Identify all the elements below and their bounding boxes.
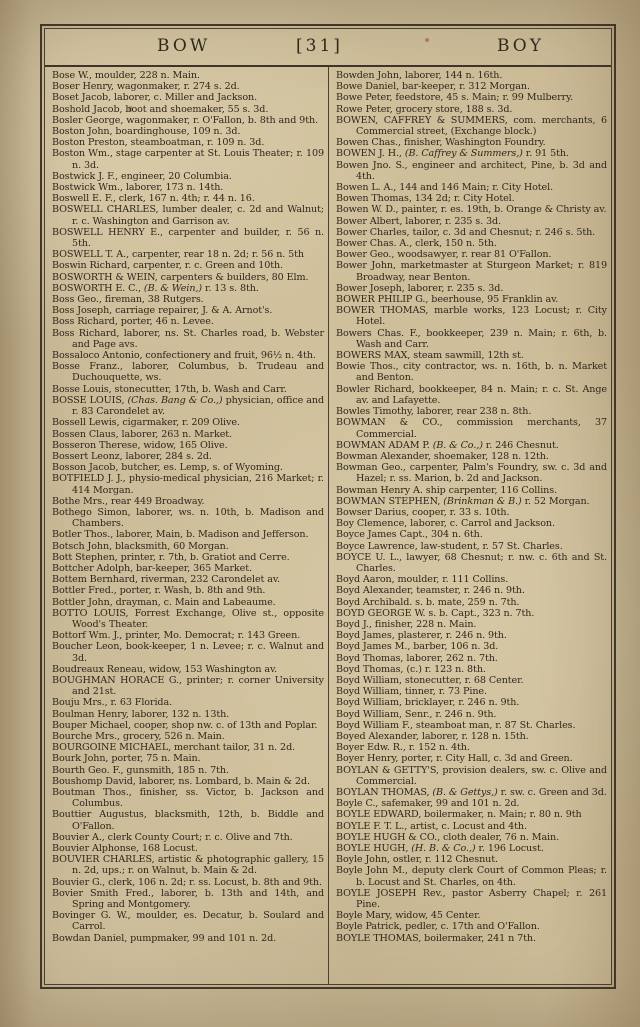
- entry-firm-reference: (B. & Gettys,): [432, 787, 498, 798]
- directory-entry: [52, 272, 324, 283]
- entry-text: Bottem Bernhard, riverman, 232 Carondelet av.: [52, 574, 280, 586]
- directory-entry: [336, 552, 607, 574]
- directory-entry: [336, 619, 607, 630]
- entry-text: Bott Stephen, printer, r. 7th, b. Gratiot and Cerre.: [52, 551, 290, 563]
- directory-entry: [336, 518, 607, 529]
- directory-entry: [52, 137, 324, 148]
- directory-entry: [336, 608, 607, 619]
- entry-text: BOWMAN STEPHEN,: [336, 495, 444, 507]
- page-number: [31]: [296, 36, 343, 56]
- directory-entry: [52, 664, 324, 675]
- directory-entry: [336, 227, 607, 238]
- entry-text: Boyd J., finisher, 228 n. Main.: [336, 618, 477, 630]
- directory-entry: [52, 541, 324, 552]
- entry-text: Bourche Mrs., grocery, 526 n. Main.: [52, 730, 225, 742]
- directory-entry: [52, 70, 324, 81]
- entry-text: Bower Charles, tailor, c. 3d and Chesnut; r. 246 s. 5th.: [336, 226, 596, 238]
- directory-entry: [52, 260, 324, 271]
- directory-entry: [336, 328, 607, 350]
- entry-text: Boyle C., safemaker, 99 and 101 n. 2d.: [336, 798, 520, 810]
- directory-entry: [336, 294, 607, 305]
- directory-entry: [52, 720, 324, 731]
- directory-entry: [336, 160, 607, 182]
- entry-text: Boyle Patrick, pedler, c. 17th and O'Fallon.: [336, 921, 540, 933]
- directory-entry: [52, 630, 324, 641]
- directory-entry: [52, 507, 324, 529]
- entry-text: Bosseron Therese, widow, 165 Olive.: [52, 439, 228, 451]
- directory-entry: [52, 92, 324, 103]
- directory-entry: [336, 216, 607, 227]
- directory-entry: [336, 182, 607, 193]
- directory-entry: [52, 731, 324, 742]
- entry-text: Bouper Michael, cooper, shop nw. c. of 13th and Poplar.: [52, 719, 318, 731]
- entry-text: Bossell Lewis, cigarmaker, r. 209 Olive.: [52, 417, 240, 429]
- directory-entry: [336, 854, 607, 865]
- entry-text: Bovinger G. W., moulder, es. Decatur, b. Soulard and Carrol.: [52, 910, 324, 933]
- directory-entry: [336, 137, 607, 148]
- entry-text: Boss Richard, porter, 46 n. Levee.: [52, 316, 214, 328]
- entry-text: Boser Henry, wagonmaker, r. 274 s. 2d.: [52, 81, 240, 93]
- directory-entry: [52, 350, 324, 361]
- directory-entry: [336, 888, 607, 910]
- directory-entry: [52, 910, 324, 932]
- directory-entry: [336, 597, 607, 608]
- entry-text: BOSWORTH & WEIN, carpenters & builders, 80 Elm.: [52, 271, 309, 283]
- directory-entry: [52, 709, 324, 720]
- entry-text: Boudreaux Reneau, widow, 153 Washington av.: [52, 663, 278, 675]
- entry-text: Bothe Mrs., rear 449 Broadway.: [52, 495, 205, 507]
- directory-entry: [336, 148, 607, 159]
- entry-text: Boushomp David, laborer, ns. Lombard, b. Main & 2d.: [52, 775, 310, 787]
- directory-entry: [52, 765, 324, 776]
- directory-entry: [336, 865, 607, 887]
- directory-entry: [336, 249, 607, 260]
- directory-entry: [52, 809, 324, 831]
- entry-text: Bowen Jno. S., engineer and architect, Pine, b. 3d and 4th.: [336, 159, 607, 182]
- directory-entry: [52, 316, 324, 327]
- directory-entry: [52, 496, 324, 507]
- directory-entry: [336, 451, 607, 462]
- directory-entry: [336, 753, 607, 764]
- directory-entry: [52, 451, 324, 462]
- directory-entry: [336, 641, 607, 652]
- directory-entry: [336, 283, 607, 294]
- directory-entry: [52, 574, 324, 585]
- directory-entry: [336, 742, 607, 753]
- entry-text: BOTTO LOUIS, Forrest Exchange, Olive st., opposite Wood's Theater.: [52, 607, 324, 630]
- directory-entry: [336, 585, 607, 596]
- entry-text: Bowman Henry A. ship carpenter, 116 Collins.: [336, 484, 558, 496]
- directory-entry: [52, 552, 324, 563]
- directory-entry: [52, 462, 324, 473]
- entry-text: Bower Joseph, laborer, r. 235 s. 3d.: [336, 282, 504, 294]
- entry-text: Boss Richard, laborer, ns. St. Charles road, b. Webster and Page avs.: [52, 327, 324, 350]
- entry-text: Bourth Geo. F., gunsmith, 185 n. 7th.: [52, 764, 229, 776]
- entry-text: Bowen L. A., 144 and 146 Main; r. City Hotel.: [336, 182, 554, 194]
- directory-entry: [336, 765, 607, 787]
- entry-text: BOYLE HUGH & CO., cloth dealer, 76 n. Main.: [336, 831, 560, 843]
- entry-text: BOYD GEORGE W. s. b. Capt., 323 n. 7th.: [336, 607, 535, 619]
- entry-text: Boyd William, stonecutter, r. 68 Center.: [336, 674, 524, 686]
- entry-text: BOTFIELD J. J., physio-medical physician, 216 Market; r. 414 Morgan.: [52, 473, 324, 496]
- entry-text: Bowe Peter, feedstore, 45 s. Main; r. 99 Mulberry.: [336, 92, 574, 104]
- entry-text: Boyd Thomas, laborer, 262 n. 7th.: [336, 652, 498, 664]
- directory-entry: [336, 238, 607, 249]
- directory-entry: [52, 473, 324, 495]
- entry-text: Bouvier A., clerk County Court; r. c. Olive and 7th.: [52, 831, 293, 843]
- entry-text: Boyd Thomas, (c.) r. 123 n. 8th.: [336, 663, 486, 675]
- directory-entry: [336, 507, 607, 518]
- directory-entry: [336, 653, 607, 664]
- entry-text: Bosse Louis, stonecutter, 17th, b. Wash and Carr.: [52, 383, 287, 395]
- entry-firm-reference: (H. B. & Co.,): [411, 843, 476, 855]
- directory-entry: [336, 709, 607, 720]
- entry-text: Boyd James M., barber, 106 n. 3d.: [336, 641, 499, 653]
- entry-text: Bowe Daniel, bar-keeper, r. 312 Morgan.: [336, 81, 530, 93]
- entry-text: Boyd Alexander, teamster, r. 246 n. 9th.: [336, 585, 525, 597]
- entry-text: Bowden John, laborer, 144 n. 16th.: [336, 70, 503, 81]
- directory-entry: [336, 496, 607, 507]
- entry-text: BOWERS MAX, steam sawmill, 12th st.: [336, 350, 524, 362]
- directory-entry: [52, 776, 324, 787]
- directory-entry: [52, 115, 324, 126]
- directory-entry: [336, 417, 607, 439]
- entry-text: Boyd William, Senr., r. 246 n. 9th.: [336, 708, 497, 720]
- entry-text: Bossert Leonz, laborer, 284 s. 2d.: [52, 450, 212, 462]
- directory-entry: [336, 81, 607, 92]
- entry-text: Bower Geo., woodsawyer, r. rear 81 O'Fallon.: [336, 249, 552, 261]
- directory-entry: [336, 832, 607, 843]
- directory-entry: [336, 361, 607, 383]
- entry-text: BOUGHMAN HORACE G., printer; r. corner University and 21st.: [52, 674, 324, 698]
- entry-text: Bottler Fred., porter, r. Wash, b. 8th and 9th.: [52, 585, 266, 597]
- directory-entry: [336, 933, 607, 944]
- entry-text: Boyd William F., steamboat man, r. 87 St. Charles.: [336, 719, 576, 731]
- entry-text: r. 52 Morgan.: [521, 495, 590, 507]
- entry-text: Bouttier Augustus, blacksmith, 12th, b. Biddle and O'Fallon.: [52, 809, 324, 832]
- entry-text: Bowen Chas., finisher, Washington Foundry.: [336, 137, 546, 149]
- entry-text: BOYLE F. T. L., artist, c. Locust and 4th.: [336, 820, 527, 832]
- directory-entry: [336, 485, 607, 496]
- entry-text: Botsch John, blacksmith, 60 Morgan.: [52, 540, 229, 552]
- entry-text: Boucher Leon, book-keeper, 1 n. Levee; r. c. Walnut and 3d.: [52, 641, 324, 664]
- directory-entry: [52, 171, 324, 182]
- directory-entry: [336, 664, 607, 675]
- directory-entry: [336, 675, 607, 686]
- entry-text: Boyce James Capt., 304 n. 6th.: [336, 529, 483, 541]
- directory-entry: [52, 675, 324, 697]
- directory-entry: [336, 697, 607, 708]
- directory-entry: [336, 574, 607, 585]
- directory-entry: [52, 204, 324, 226]
- entry-text: Bosse Franz., laborer, Columbus, b. Trudeau and Duchouquette, ws.: [52, 361, 324, 384]
- entry-text: Boulman Henry, laborer, 132 n. 13th.: [52, 708, 230, 720]
- directory-entry: [52, 283, 324, 294]
- directory-entry: [336, 92, 607, 103]
- directory-entry: [52, 104, 324, 115]
- directory-entry: [52, 395, 324, 417]
- directory-entry: [52, 888, 324, 910]
- entry-text: BOWEN, CAFFREY & SUMMERS, com. merchants, 6 Commercial street, (Exchange block.): [336, 114, 607, 138]
- entry-text: Bouju Mrs., r. 63 Florida.: [52, 697, 173, 709]
- entry-text: Bower Albert, laborer, r. 235 s. 3d.: [336, 215, 502, 227]
- directory-entry: [336, 731, 607, 742]
- entry-text: Bostwick Wm., laborer, 173 n. 14th.: [52, 182, 224, 194]
- entry-text: Boyd Archibald. s. b. mate, 259 n. 7th.: [336, 596, 520, 608]
- directory-entry: [52, 182, 324, 193]
- directory-entry: [336, 630, 607, 641]
- directory-entry: [52, 832, 324, 843]
- entry-text: Bower John, marketmaster at Sturgeon Market; r. 819 Broadway, near Benton.: [336, 260, 607, 283]
- directory-entry: [336, 462, 607, 484]
- entry-text: BOWMAN & CO., commission merchants, 37 Commercial.: [336, 417, 607, 440]
- entry-text: BOYLAN & GETTY'S, provision dealers, sw. c. Olive and Commercial.: [336, 764, 607, 787]
- directory-entry: [52, 193, 324, 204]
- entry-text: Boset Jacob, laborer, c. Miller and Jackson.: [52, 92, 258, 104]
- entry-text: Bowler Richard, bookkeeper, 84 n. Main; r. c. St. Ange av. and Lafayette.: [336, 383, 607, 406]
- entry-text: Bottorf Wm. J., printer, Mo. Democrat; r. 143 Green.: [52, 630, 301, 642]
- entry-text: r. 91 5th.: [522, 148, 569, 160]
- entry-text: Boshold Jacob, boot and shoemaker, 55 s. 3d.: [52, 103, 269, 115]
- directory-entry: [52, 417, 324, 428]
- entry-text: BOYLE HUGH,: [336, 843, 412, 855]
- directory-entry: [52, 597, 324, 608]
- entry-text: Bowie Thos., city contractor, ws. n. 16th, b. n. Market and Benton.: [336, 361, 607, 384]
- entry-text: BOWER PHILIP G., beerhouse, 95 Franklin av.: [336, 294, 559, 306]
- entry-firm-reference: (B. Caffrey & Summers,): [404, 148, 523, 160]
- directory-entry: [336, 529, 607, 540]
- entry-text: Bouvier Alphonse, 168 Locust.: [52, 843, 198, 855]
- directory-entry: [52, 753, 324, 764]
- entry-text: BOYLE JOSEPH Rev., pastor Asberry Chapel; r. 261 Pine.: [336, 887, 607, 911]
- directory-entry: [336, 809, 607, 820]
- entry-text: Boyd William, tinner, r. 73 Pine.: [336, 686, 487, 698]
- directory-entry: [336, 720, 607, 731]
- entry-text: Bovier Smith Fred., laborer, b. 13th and 14th, and Spring and Montgomery.: [52, 887, 324, 911]
- directory-entry: [52, 429, 324, 440]
- directory-entry: [336, 260, 607, 282]
- directory-entry: [336, 541, 607, 552]
- entry-text: Bouvier G., clerk, 106 n. 2d; r. ss. Locust, b. 8th and 9th.: [52, 876, 322, 888]
- header-right-word: BOY: [496, 36, 544, 56]
- entry-text: Boss Joseph, carriage repairer, J. & A. Arnot's.: [52, 305, 273, 317]
- entry-text: BOYLE EDWARD, boilermaker, n. Main; r. 80 n. 9th: [336, 809, 582, 821]
- directory-column-left: [45, 67, 328, 984]
- entry-text: Boyer Edw. R., r. 152 n. 4th.: [336, 742, 470, 754]
- entry-text: BOSWELL HENRY E., carpenter and builder, r. 56 n. 5th.: [52, 226, 324, 250]
- entry-text: BOWEN J. H.,: [336, 148, 405, 160]
- entry-text: Bower Chas. A., clerk, 150 n. 5th.: [336, 238, 497, 250]
- entry-text: Bowman Alexander, shoemaker, 128 n. 12th.: [336, 450, 549, 462]
- entry-text: Boston Preston, steamboatman, r. 109 n. 3d.: [52, 137, 265, 149]
- entry-text: Boss Geo., fireman, 38 Rutgers.: [52, 294, 204, 306]
- directory-entry: [336, 115, 607, 137]
- directory-entry: [52, 81, 324, 92]
- entry-text: BOURGOINE MICHAEL, merchant tailor, 31 n. 2d.: [52, 742, 296, 754]
- directory-entry: [52, 933, 324, 944]
- entry-text: BOYLAN THOMAS,: [336, 787, 433, 798]
- directory-entry: [52, 608, 324, 630]
- entry-text: Boyle John, ostler, r. 112 Chesnut.: [336, 854, 498, 866]
- directory-entry: [336, 798, 607, 809]
- directory-entry: [336, 821, 607, 832]
- entry-text: Bowdan Daniel, pumpmaker, 99 and 101 n. 2d.: [52, 932, 277, 944]
- entry-text: Bottler John, drayman, c. Main and Labeaume.: [52, 596, 276, 608]
- directory-entry: [52, 843, 324, 854]
- directory-entry: [52, 563, 324, 574]
- directory-entry: [52, 227, 324, 249]
- entry-text: Bose W., moulder, 228 n. Main.: [52, 70, 200, 81]
- entry-text: BOSWELL CHARLES, lumber dealer, c. 2d and Walnut; r. c. Washington and Garrison av.: [52, 204, 324, 227]
- directory-entry: [52, 328, 324, 350]
- entry-text: Bossaloco Antonio, confectionery and fruit, 96½ n. 4th.: [52, 350, 316, 362]
- entry-text: Boutman Thos., finisher, ss. Victor, b. Jackson and Columbus.: [52, 787, 324, 810]
- entry-text: Rowe Peter, grocery store, 188 s. 3d.: [336, 103, 513, 115]
- directory-entry: [336, 204, 607, 215]
- directory-entry: [52, 641, 324, 663]
- directory-entry: [52, 361, 324, 383]
- entry-text: r. 13 s. 8th.: [202, 282, 259, 294]
- directory-entry: [52, 585, 324, 596]
- entry-text: Bowser Darius, cooper, r. 33 s. 10th.: [336, 506, 510, 518]
- directory-entry: [336, 910, 607, 921]
- directory-entry: [52, 294, 324, 305]
- entry-firm-reference: (B. & Wein,): [143, 282, 202, 294]
- entry-text: Bowers Chas. F., bookkeeper, 239 n. Main; r. 6th, b. Wash and Carr.: [336, 327, 607, 350]
- directory-entry: [336, 440, 607, 451]
- directory-entry: [52, 126, 324, 137]
- entry-text: Boyle Mary, widow, 45 Center.: [336, 910, 481, 922]
- entry-firm-reference: (B. & Co.,): [432, 439, 483, 451]
- entry-text: physician, office and r. 83 Carondelet av.: [72, 394, 324, 418]
- directory-entry: [52, 877, 324, 888]
- entry-text: Boyce Lawrence, law-student, r. 57 St. Charles.: [336, 540, 563, 552]
- entry-text: Boyd Aaron, moulder, r. 111 Collins.: [336, 574, 509, 586]
- page-frame: [40, 24, 616, 989]
- entry-text: Botler Thos., laborer, Main, b. Madison and Jefferson.: [52, 529, 309, 541]
- entry-firm-reference: (Chas. Bang & Co.,): [127, 394, 223, 406]
- directory-entry: [52, 854, 324, 876]
- entry-text: Bowles Timothy, laborer, rear 238 n. 8th.: [336, 406, 532, 418]
- directory-entry: [336, 686, 607, 697]
- directory-entry: [52, 249, 324, 260]
- directory-entry: [336, 104, 607, 115]
- directory-entry: [52, 529, 324, 540]
- directory-entry: [336, 406, 607, 417]
- entry-text: Bothego Simon, laborer, ws. n. 10th, b. Madison and Chambers.: [52, 506, 324, 530]
- directory-entry: [336, 193, 607, 204]
- entry-text: Boyer Henry, porter, r. City Hall, c. 3d and Green.: [336, 753, 573, 765]
- running-header: [45, 29, 611, 67]
- page-frame-inner: [44, 28, 612, 985]
- entry-text: Boyed Alexander, laborer, r. 128 n. 15th.: [336, 730, 529, 742]
- entry-text: r. sw. c. Green and 3d.: [497, 787, 607, 798]
- directory-column-right column-divider: [328, 67, 611, 984]
- entry-text: Boyd William, bricklayer, r. 246 n. 9th.: [336, 697, 520, 709]
- entry-text: Bowen Thomas, 134 2d; r. City Hotel.: [336, 193, 515, 205]
- directory-entry: [336, 921, 607, 932]
- entry-text: Boston John, boardinghouse, 109 n. 3d.: [52, 126, 241, 138]
- directory-entry: [52, 742, 324, 753]
- entry-text: r. 246 Chesnut.: [482, 439, 559, 451]
- directory-entry: [52, 148, 324, 170]
- entry-text: Bosson Jacob, butcher, es. Lemp, s. of Wyoming.: [52, 462, 283, 474]
- entry-text: Bosler George, wagonmaker, r. O'Fallon, b. 8th and 9th.: [52, 114, 318, 126]
- directory-columns: [45, 67, 611, 984]
- entry-text: Boyle John M., deputy clerk Court of Common Pleas; r. b. Locust and St. Charles, on 4th.: [336, 865, 607, 888]
- entry-text: Bowman Geo., carpenter, Palm's Foundry, sw. c. 3d and Hazel; r. ss. Marion, b. 2d and Jackson.: [336, 462, 607, 485]
- entry-text: BOWER THOMAS, marble works, 123 Locust; r. City Hotel.: [336, 305, 607, 328]
- entry-text: BOYLE THOMAS, boilermaker, 241 n 7th.: [336, 932, 536, 944]
- directory-entry: [52, 787, 324, 809]
- directory-entry: [336, 70, 607, 81]
- directory-entry: [52, 305, 324, 316]
- directory-entry: [336, 305, 607, 327]
- directory-entry: [52, 440, 324, 451]
- entry-text: BOWMAN ADAM P.: [336, 439, 433, 451]
- entry-firm-reference: (Brinkman & B.): [443, 495, 522, 507]
- directory-entry: [336, 384, 607, 406]
- entry-text: Bossen Claus, laborer, 263 n. Market.: [52, 428, 232, 440]
- directory-entry: [336, 787, 607, 798]
- entry-text: BOSWELL T. A., carpenter, rear 18 n. 2d; r. 56 n. 5th: [52, 249, 305, 261]
- entry-text: BOYCE U. L., lawyer, 68 Chesnut; r. nw. c. 6th and St. Charles.: [336, 551, 607, 574]
- directory-entry: [52, 384, 324, 395]
- entry-text: Boyd James, plasterer, r. 246 n. 9th.: [336, 630, 507, 642]
- header-left-word: BOW: [157, 36, 211, 56]
- entry-text: Bostwick J. F., engineer, 20 Columbia.: [52, 170, 232, 182]
- entry-text: Boy Clemence, laborer, c. Carrol and Jackson.: [336, 518, 555, 530]
- directory-entry: [52, 697, 324, 708]
- entry-text: BOSWORTH E. C.,: [52, 282, 144, 294]
- entry-text: Bottcher Adolph, bar-keeper, 365 Market.: [52, 562, 252, 574]
- entry-text: Boswell E. F., clerk, 167 n. 4th; r. 44 n. 16.: [52, 193, 255, 205]
- directory-entry: [336, 843, 607, 854]
- entry-text: Bowen W. D., painter, r. es. 19th, b. Orange & Christy av.: [336, 204, 607, 216]
- entry-text: BOSSE LOUIS,: [52, 394, 128, 406]
- directory-entry: [336, 350, 607, 361]
- entry-text: Bourk John, porter, 75 n. Main.: [52, 753, 201, 765]
- entry-text: Boswin Richard, carpenter, r. c. Green and 10th.: [52, 260, 284, 272]
- entry-text: BOUVIER CHARLES, artistic & photographic gallery, 15 n. 2d, ups.; r. on Walnut, b. Main & 2d.: [52, 854, 324, 877]
- entry-text: r. 196 Locust.: [475, 843, 544, 855]
- entry-text: Boston Wm., stage carpenter at St. Louis Theater; r. 109 n. 3d.: [52, 148, 324, 171]
